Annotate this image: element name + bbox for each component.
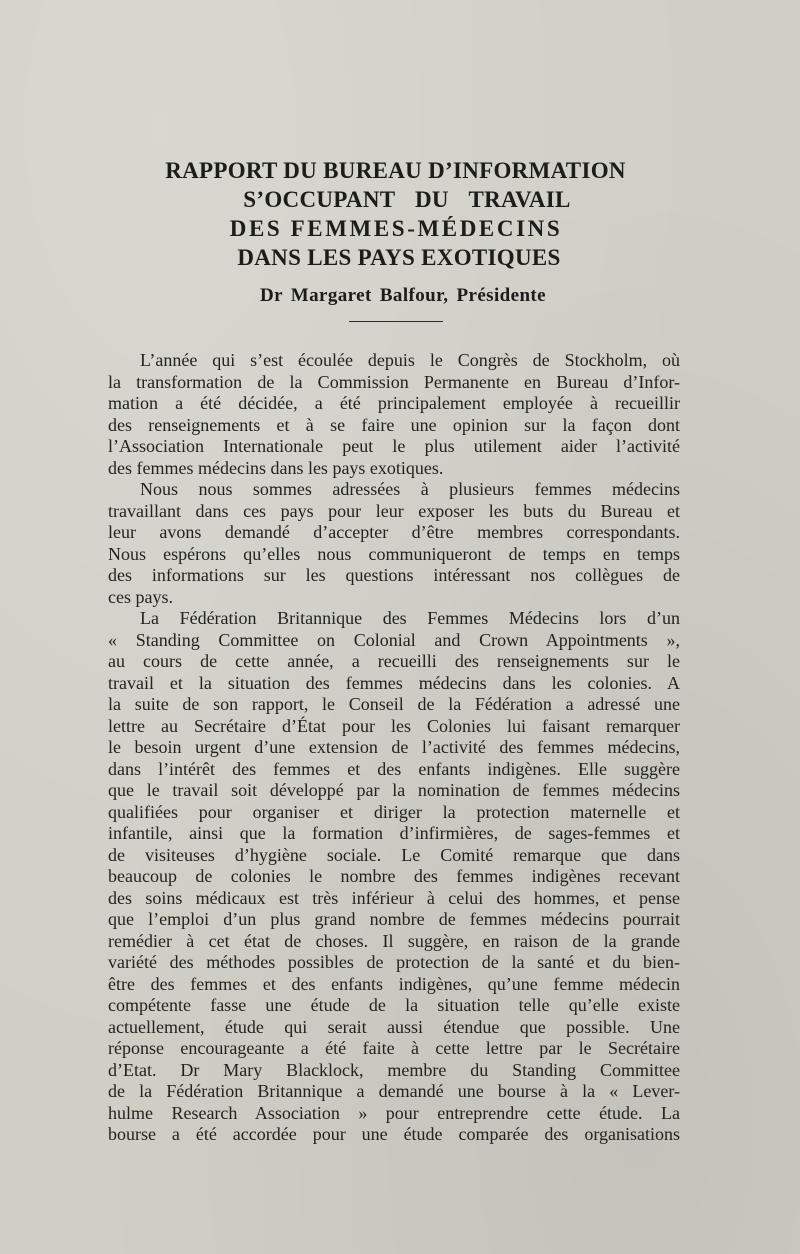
- body-line: l’Association Internationale peut le plus utilement aider l’activité: [108, 436, 680, 456]
- body-line: L’année qui s’est écoulée depuis le Congrès de Stockholm, où: [140, 350, 680, 370]
- report-body: [108, 350, 680, 1146]
- body-line: de visiteuses d’hygiène sociale. Le Comité remarque que dans: [108, 844, 680, 865]
- body-line: dans l’intérêt des femmes et des enfants indigènes. Elle suggère: [108, 758, 680, 779]
- body-line: être des femmes et des enfants indigènes, qu’une femme médecin: [108, 973, 680, 994]
- body-line: leur avons demandé d’accepter d’être membres correspondants.: [108, 522, 680, 542]
- body-line: qualifiées pour organiser et diriger la protection maternelle et: [108, 801, 680, 822]
- body-line: remédier à cet état de choses. Il suggère, en raison de la grande: [108, 930, 680, 951]
- body-line: réponse encourageante a été faite à cette lettre par le Secrétaire: [108, 1038, 680, 1058]
- body-line: Nous nous sommes adressées à plusieurs femmes médecins: [140, 479, 680, 499]
- report-header: [0, 156, 800, 308]
- title-divider: [349, 321, 443, 322]
- body-line: variété des méthodes possibles de protection de la santé et du bien-: [108, 952, 680, 972]
- body-line: que le travail soit développé par la nomination de femmes médecins: [108, 780, 680, 800]
- author-line: Dr Margaret Balfour, Présidente: [260, 285, 546, 306]
- body-line: ces pays.: [108, 586, 173, 607]
- body-line: de la Fédération Britannique a demandé une bourse à la « Lever-: [108, 1081, 680, 1101]
- body-line: hulme Research Association » pour entreprendre cette étude. La: [108, 1102, 680, 1123]
- report-title-line-3: DES FEMMES-MÉDECINS: [229, 216, 563, 241]
- report-title-line-1: RAPPORT DU BUREAU D’INFORMATION: [165, 158, 626, 183]
- body-line: beaucoup de colonies le nombre des femmes indigènes recevant: [108, 866, 680, 886]
- report-title-line-4: DANS LES PAYS EXOTIQUES: [237, 245, 561, 270]
- body-line: la suite de son rapport, le Conseil de la Fédération a adressé une: [108, 694, 680, 714]
- body-line: le besoin urgent d’une extension de l’activité des femmes médecins,: [108, 737, 680, 757]
- body-line: La Fédération Britannique des Femmes Médecins lors d’un: [140, 608, 680, 628]
- body-line: bourse a été accordée pour une étude comparée des organisations: [108, 1124, 680, 1144]
- body-line: d’Etat. Dr Mary Blacklock, membre du Standing Committee: [108, 1059, 680, 1080]
- body-line: « Standing Committee on Colonial and Crown Appointments »,: [108, 629, 680, 650]
- body-line: compétente fasse une étude de la situation telle qu’elle existe: [108, 995, 680, 1015]
- body-line: actuellement, étude qui serait aussi étendue que possible. Une: [108, 1016, 680, 1037]
- body-line: Nous espérons qu’elles nous communiqueront de temps en temps: [108, 543, 680, 564]
- body-line: que l’emploi d’un plus grand nombre de femmes médecins pourrait: [108, 909, 680, 929]
- report-title-line-2: S’OCCUPANT DU TRAVAIL: [243, 187, 571, 212]
- body-line: des renseignements et à se faire une opinion sur la façon dont: [108, 414, 680, 435]
- body-line: des femmes médecins dans les pays exotiques.: [108, 457, 444, 478]
- body-line: travail et la situation des femmes médecins dans les colonies. A: [108, 672, 680, 693]
- body-line: mation a été décidée, a été principalement employée à recueillir: [108, 393, 680, 413]
- body-line: au cours de cette année, a recueilli des renseignements sur le: [108, 651, 680, 671]
- body-line: travaillant dans ces pays pour leur exposer les buts du Bureau et: [108, 500, 680, 521]
- body-line: des soins médicaux est très inférieur à celui des hommes, et pense: [108, 887, 680, 908]
- body-line: la transformation de la Commission Permanente en Bureau d’Infor-: [108, 371, 680, 392]
- body-line: infantile, ainsi que la formation d’infirmières, de sages-femmes et: [108, 823, 680, 843]
- body-line: des informations sur les questions intéressant nos collègues de: [108, 565, 680, 585]
- body-line: lettre au Secrétaire d’État pour les Colonies lui faisant remarquer: [108, 715, 680, 736]
